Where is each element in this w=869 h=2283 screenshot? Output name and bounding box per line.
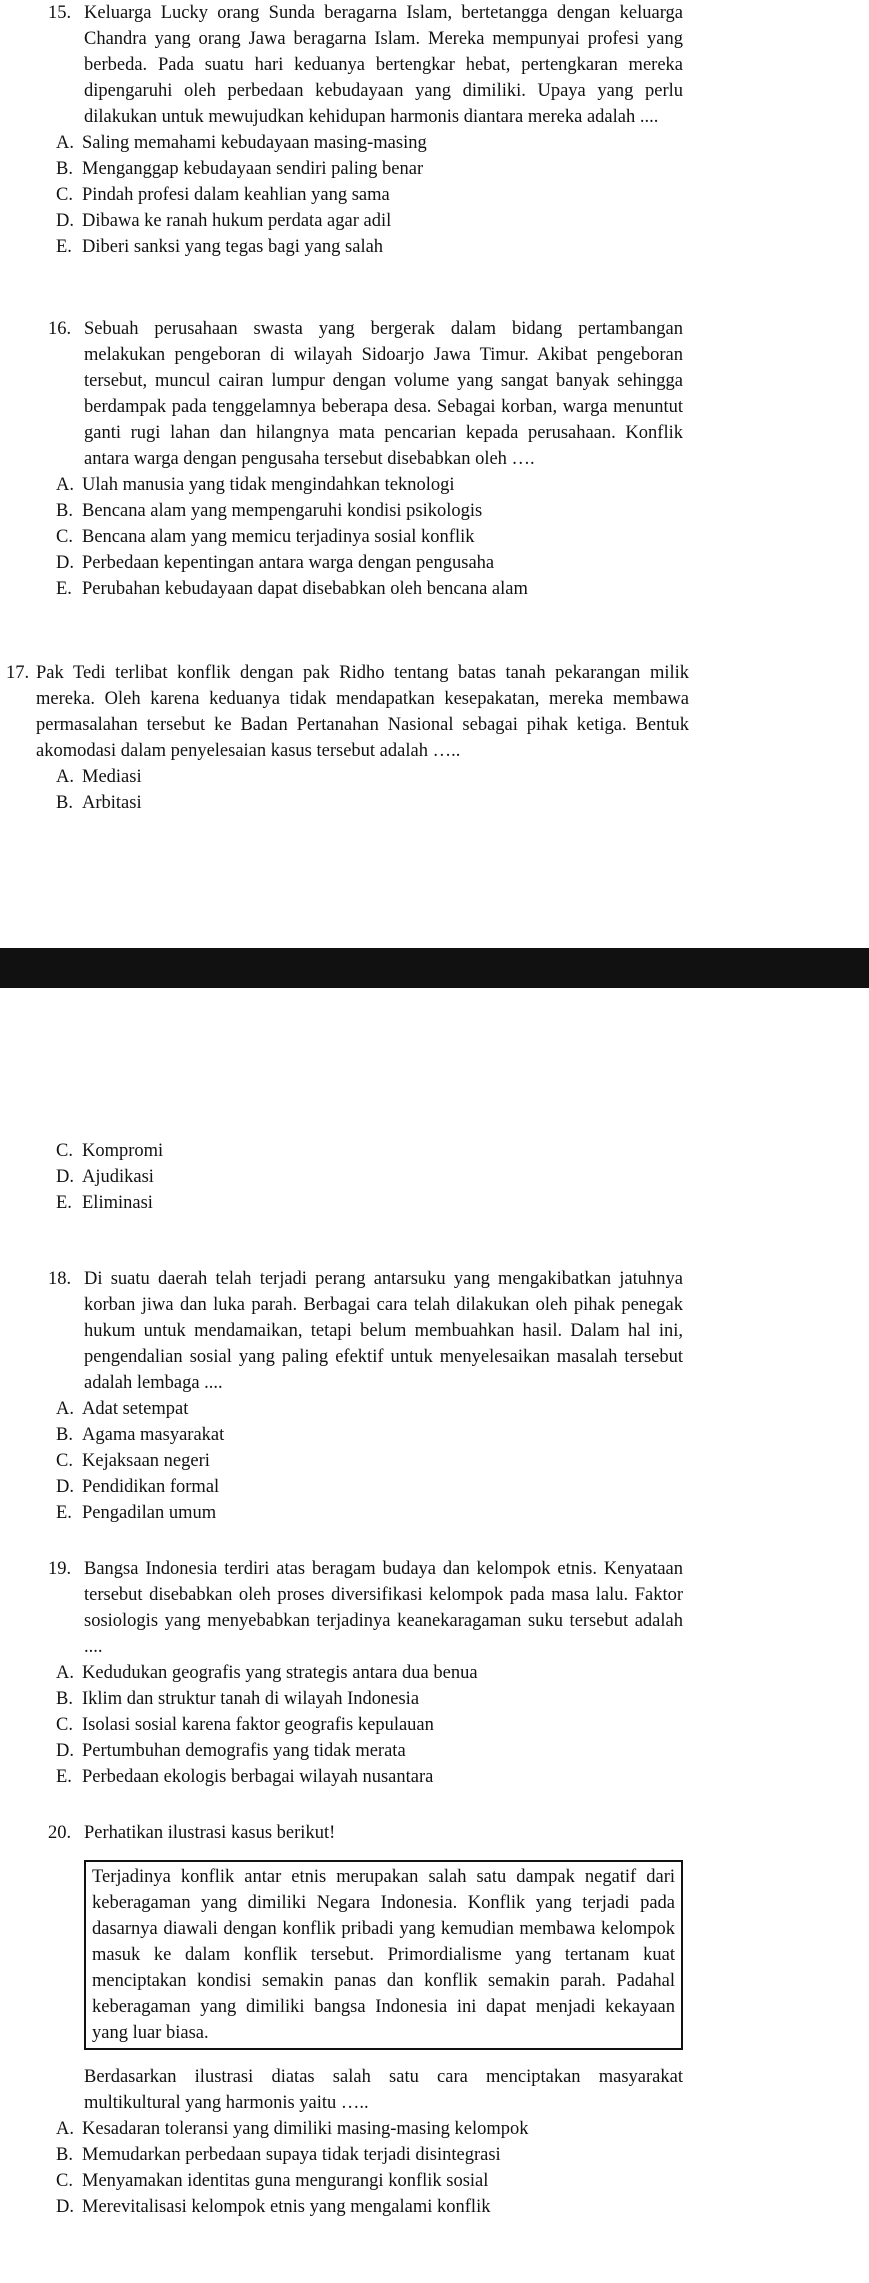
option-a[interactable] (56, 2116, 869, 2142)
option-text: Perbedaan ekologis berbagai wilayah nusantara (82, 1767, 434, 1787)
option-text: Saling memahami kebudayaan masing-masing (82, 133, 427, 153)
option-letter: A. (56, 1663, 74, 1683)
page-top (0, 0, 869, 948)
option-text: Adat setempat (82, 1399, 189, 1419)
option-c[interactable] (56, 1448, 869, 1474)
question-text: Perhatikan ilustrasi kasus berikut! (84, 1823, 336, 1843)
options-list (56, 1396, 869, 1526)
option-b[interactable] (56, 2142, 869, 2168)
question-number: 19. (48, 1559, 72, 1579)
option-a[interactable] (56, 130, 869, 156)
option-d[interactable] (56, 1474, 869, 1500)
option-b[interactable] (56, 156, 869, 182)
option-letter: C. (56, 185, 73, 205)
option-text: Perbedaan kepentingan antara warga dengan pengusaha (82, 553, 495, 573)
question-20-stem (48, 1820, 683, 1846)
option-letter: D. (56, 1741, 74, 1761)
option-a[interactable] (56, 472, 869, 498)
option-letter: E. (56, 1503, 72, 1523)
option-letter: E. (56, 237, 72, 257)
option-text: Memudarkan perbedaan supaya tidak terjadi disintegrasi (82, 2145, 501, 2165)
option-text: Bencana alam yang memicu terjadinya sosial konflik (82, 527, 475, 547)
option-text: Bencana alam yang mempengaruhi kondisi psikologis (82, 501, 483, 521)
option-text: Eliminasi (82, 1193, 153, 1213)
option-letter: D. (56, 211, 74, 231)
question-number: 16. (48, 319, 72, 339)
option-c[interactable] (56, 2168, 869, 2194)
option-a[interactable] (56, 764, 869, 790)
option-letter: C. (56, 527, 73, 547)
option-text: Mediasi (82, 767, 142, 787)
option-e[interactable] (56, 1190, 869, 1216)
question-text: Di suatu daerah telah terjadi perang antarsuku yang mengakibatkan jatuhnya korban jiwa dan luka parah. Berbagai cara telah dilakukan oleh pihak penegak hukum untuk mendamaikan, tetapi belum membuahkan hasil. Dalam hal ini, pengendalian sosial yang paling efektif untuk menyelesaikan masalah tersebut adalah lembaga .... (84, 1269, 683, 1393)
options-list (56, 1660, 869, 1790)
question-17-stem (6, 660, 689, 764)
option-c[interactable] (56, 524, 869, 550)
option-letter: E. (56, 1193, 72, 1213)
option-text: Pengadilan umum (82, 1503, 217, 1523)
question-number: 20. (48, 1823, 72, 1843)
question-16 (0, 316, 869, 602)
question-number: 17. (6, 663, 30, 683)
option-d[interactable] (56, 1738, 869, 1764)
option-e[interactable] (56, 1500, 869, 1526)
option-letter: C. (56, 1715, 73, 1735)
option-text: Kompromi (82, 1141, 164, 1161)
question-15-stem (48, 0, 683, 130)
option-letter: E. (56, 579, 72, 599)
option-letter: B. (56, 2145, 73, 2165)
option-b[interactable] (56, 790, 869, 816)
options-list (56, 2116, 869, 2220)
option-e[interactable] (56, 1764, 869, 1790)
option-text: Merevitalisasi kelompok etnis yang mengalami konflik (82, 2197, 491, 2217)
option-letter: D. (56, 2197, 74, 2217)
option-text: Perubahan kebudayaan dapat disebabkan oleh bencana alam (82, 579, 528, 599)
question-18 (0, 1266, 869, 1526)
question-text: Keluarga Lucky orang Sunda beragarna Islam, bertetangga dengan keluarga Chandra yang orang Jawa beragarna Islam. Mereka mempunyai profesi yang berbeda. Pada suatu hari keduanya bertengkar hebat, pertengkaran mereka dipengaruhi oleh perbedaan kebudayaan yang dimiliki. Upaya yang perlu dilakukan untuk mewujudkan kehidupan harmonis diantara mereka adalah .... (84, 3, 683, 127)
option-text: Menyamakan identitas guna mengurangi konflik sosial (82, 2171, 489, 2191)
option-text: Ajudikasi (82, 1167, 154, 1187)
question-19 (0, 1556, 869, 1790)
case-illustration-box: Terjadinya konflik antar etnis merupakan salah satu dampak negatif dari keberagaman yang dimiliki Negara Indonesia. Konflik yang terjadi pada dasarnya diawali dengan konflik pribadi yang kemudian membawa kelompok masuk ke dalam konflik tersebut. Primordialisme yang tertanam kuat menciptakan kondisi semakin panas dan konflik semakin parah. Padahal keberagaman yang dimiliki bangsa Indonesia ini dapat menjadi kekayaan yang luar biasa. (84, 1860, 683, 2050)
question-text: Bangsa Indonesia terdiri atas beragam budaya dan kelompok etnis. Kenyataan tersebut disebabkan oleh proses diversifikasi kelompok pada masa lalu. Faktor sosiologis yang menyebabkan terjadinya keanekaragaman suku tersebut adalah .... (84, 1559, 683, 1657)
option-c[interactable] (56, 182, 869, 208)
option-text: Kedudukan geografis yang strategis antara dua benua (82, 1663, 478, 1683)
option-text: Ulah manusia yang tidak mengindahkan teknologi (82, 475, 455, 495)
option-letter: D. (56, 553, 74, 573)
option-b[interactable] (56, 1686, 869, 1712)
option-letter: E. (56, 1767, 72, 1787)
options-list (56, 130, 869, 260)
option-letter: D. (56, 1167, 74, 1187)
option-letter: C. (56, 1451, 73, 1471)
option-d[interactable] (56, 550, 869, 576)
option-letter: C. (56, 1141, 73, 1161)
question-16-stem (48, 316, 683, 472)
option-text: Iklim dan struktur tanah di wilayah Indonesia (82, 1689, 420, 1709)
option-c[interactable] (56, 1138, 869, 1164)
question-19-stem (48, 1556, 683, 1660)
option-e[interactable] (56, 576, 869, 602)
question-number: 15. (48, 3, 72, 23)
question-text: Sebuah perusahaan swasta yang bergerak dalam bidang pertambangan melakukan pengeboran di wilayah Sidoarjo Jawa Timur. Akibat pengeboran tersebut, muncul cairan lumpur dengan volume yang sangat banyak sehingga berdampak pada tenggelamnya beberapa desa. Sebagai korban, warga menuntut ganti rugi lahan dan hilangnya mata pencarian kepada perusahaan. Konflik antara warga dengan pengusaha tersebut disebabkan oleh …. (84, 319, 683, 469)
options-list (56, 472, 869, 602)
option-text: Diberi sanksi yang tegas bagi yang salah (82, 237, 384, 257)
option-b[interactable] (56, 1422, 869, 1448)
option-a[interactable] (56, 1660, 869, 1686)
option-text: Agama masyarakat (82, 1425, 225, 1445)
options-list (56, 1138, 869, 1216)
option-d[interactable] (56, 2194, 869, 2220)
option-text: Dibawa ke ranah hukum perdata agar adil (82, 211, 392, 231)
option-text: Pendidikan formal (82, 1477, 220, 1497)
option-text: Pindah profesi dalam keahlian yang sama (82, 185, 390, 205)
option-letter: B. (56, 793, 73, 813)
option-d[interactable] (56, 1164, 869, 1190)
question-text: Pak Tedi terlibat konflik dengan pak Ridho tentang batas tanah pekarangan milik mereka. Oleh karena keduanya tidak mendapatkan kesepakatan, mereka membawa permasalahan tersebut ke Badan Pertanahan Nasional sebagai pihak ketiga. Bentuk akomodasi dalam penyelesaian kasus tersebut adalah ….. (36, 663, 689, 761)
option-letter: B. (56, 1425, 73, 1445)
option-letter: A. (56, 133, 74, 153)
question-20 (0, 1820, 869, 2220)
option-letter: B. (56, 1689, 73, 1709)
option-letter: B. (56, 159, 73, 179)
question-17 (0, 660, 869, 816)
question-15 (0, 0, 869, 260)
option-letter: A. (56, 767, 74, 787)
option-text: Kejaksaan negeri (82, 1451, 210, 1471)
option-e[interactable] (56, 234, 869, 260)
options-list (56, 764, 869, 816)
question-17-continued (0, 1138, 869, 1216)
option-text: Pertumbuhan demografis yang tidak merata (82, 1741, 406, 1761)
question-number: 18. (48, 1269, 72, 1289)
option-letter: A. (56, 475, 74, 495)
option-a[interactable] (56, 1396, 869, 1422)
option-d[interactable] (56, 208, 869, 234)
option-letter: B. (56, 501, 73, 521)
option-letter: A. (56, 1399, 74, 1419)
option-c[interactable] (56, 1712, 869, 1738)
page-divider (0, 948, 869, 988)
option-text: Kesadaran toleransi yang dimiliki masing-masing kelompok (82, 2119, 529, 2139)
question-18-stem (48, 1266, 683, 1396)
option-text: Isolasi sosial karena faktor geografis kepulauan (82, 1715, 434, 1735)
option-text: Arbitasi (82, 793, 142, 813)
page-bottom (0, 988, 869, 2283)
question-20-prompt: Berdasarkan ilustrasi diatas salah satu cara menciptakan masyarakat multikultural yang harmonis yaitu ….. (84, 2067, 683, 2113)
option-letter: C. (56, 2171, 73, 2191)
option-text: Menganggap kebudayaan sendiri paling benar (82, 159, 424, 179)
option-letter: D. (56, 1477, 74, 1497)
option-letter: A. (56, 2119, 74, 2139)
option-b[interactable] (56, 498, 869, 524)
